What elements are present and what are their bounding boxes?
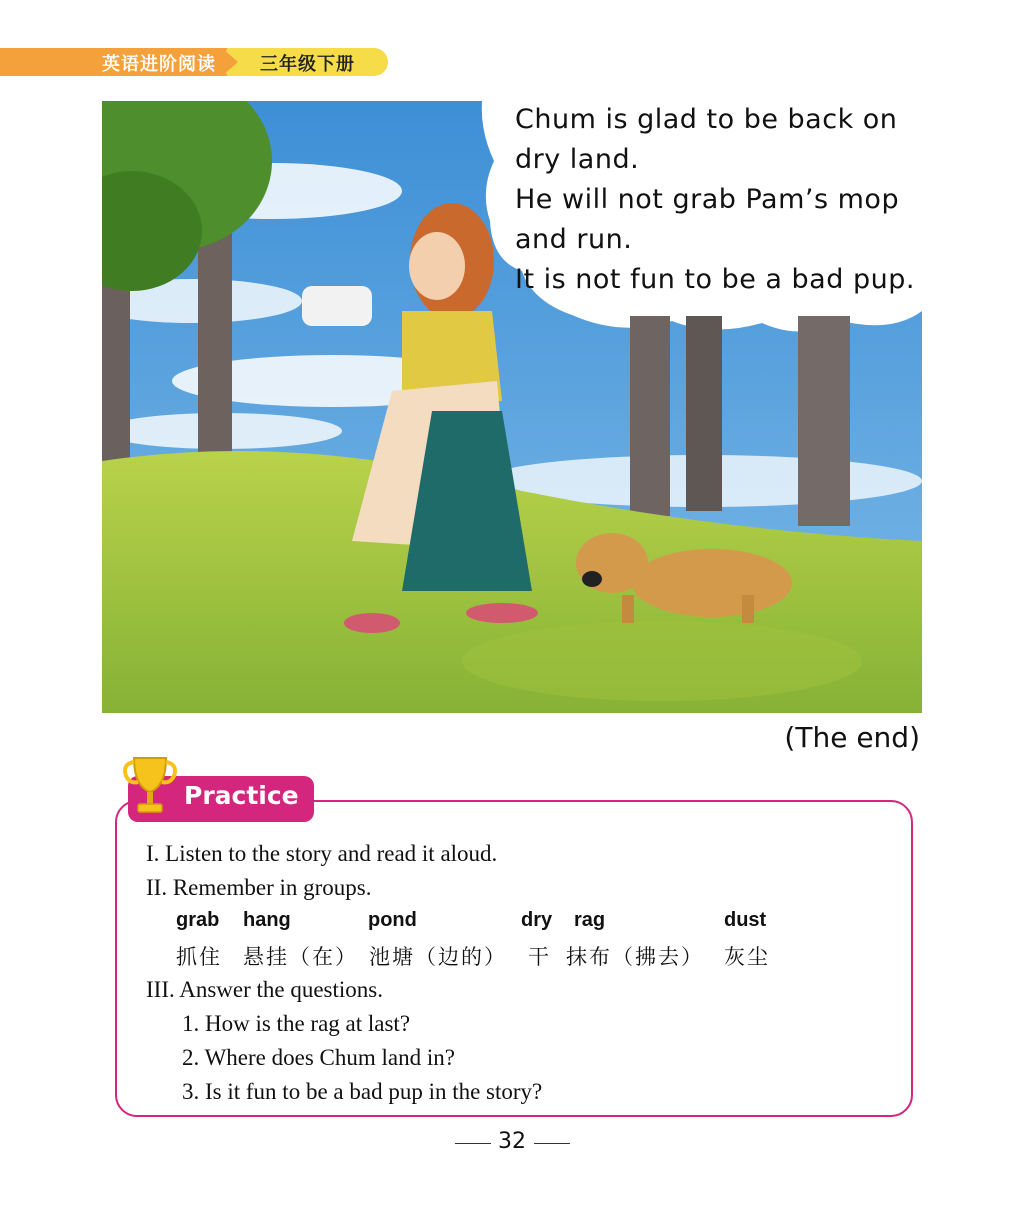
practice-item-1: I. Listen to the story and read it aloud. — [146, 841, 498, 866]
vocab-meaning: 干 — [528, 945, 551, 969]
vocab-meaning: 池塘（边的） — [369, 945, 507, 969]
story-line: It is not fun to be a bad pup. — [515, 264, 915, 295]
page-number: 32 — [498, 1129, 526, 1154]
vocab-word: dry — [521, 909, 553, 931]
vocab-meaning: 悬挂（在） — [243, 945, 358, 969]
trophy-icon — [120, 752, 180, 818]
vocab-meaning: 抓住 — [176, 945, 222, 969]
question: 1. How is the rag at last? — [182, 1011, 411, 1036]
vocab-word: hang — [243, 909, 291, 931]
story-line: He will not grab Pam’s mop — [515, 184, 900, 215]
story-line: dry land. — [515, 144, 640, 175]
grade-title: 三年级下册 — [260, 54, 355, 75]
question: 3. Is it fun to be a bad pup in the story? — [182, 1079, 543, 1104]
practice-item-3: III. Answer the questions. — [146, 977, 383, 1002]
story-line: and run. — [515, 224, 633, 255]
story-text — [515, 100, 935, 300]
vocab-word: pond — [368, 909, 417, 931]
practice-title: Practice — [184, 781, 299, 810]
vocab-word: grab — [176, 909, 220, 931]
vocab-word: dust — [724, 909, 767, 931]
series-title: 英语进阶阅读 — [102, 54, 216, 75]
grade-title-bar — [226, 48, 388, 76]
story-line: Chum is glad to be back on — [515, 104, 898, 135]
vocab-word: rag — [574, 909, 606, 931]
vocab-meaning: 灰尘 — [724, 945, 770, 969]
question: 2. Where does Chum land in? — [182, 1045, 455, 1070]
banner-notch — [222, 48, 238, 76]
practice-item-2: II. Remember in groups. — [146, 875, 372, 900]
the-end-label: (The end) — [784, 721, 920, 754]
vocab-meaning: 抹布（拂去） — [566, 945, 704, 969]
series-title-bar — [0, 48, 232, 76]
